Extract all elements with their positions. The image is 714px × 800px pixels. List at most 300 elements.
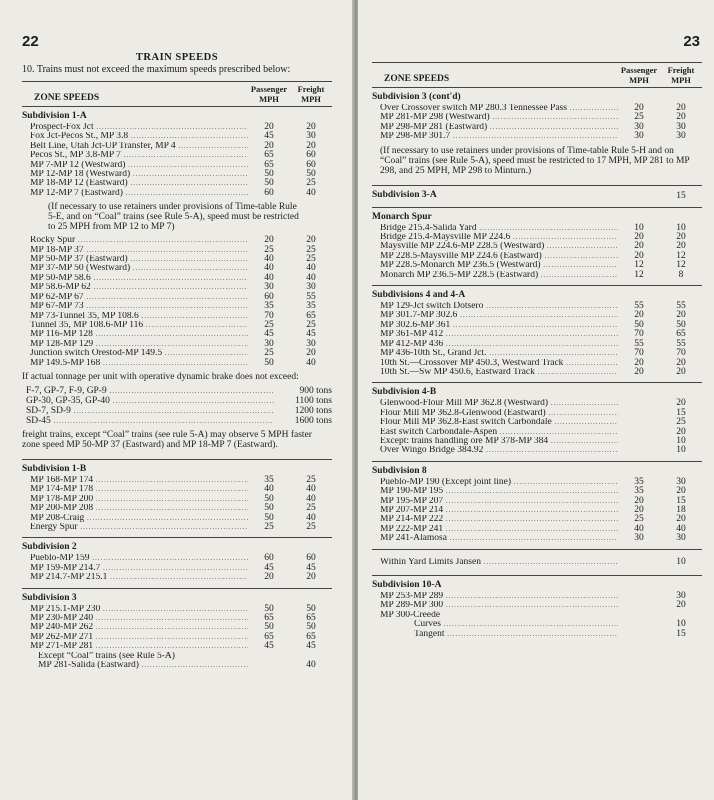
freight-speed: 65 <box>676 329 686 340</box>
rows-1a-b <box>22 236 332 368</box>
zone-label: Curves ..... <box>372 620 618 629</box>
passenger-speed: 20 <box>634 232 644 243</box>
speed-row <box>372 252 702 261</box>
retainer-note: (If necessary to use retainers under provisions of Time-table Rule 5-E, and on “Coal” trains (see Rule 5-A), speed must be restricted to 25 MPH from MP 12 to MP 7) <box>48 202 299 233</box>
speed-row <box>22 573 332 582</box>
freight-speed: 40 <box>306 493 316 504</box>
freight-speed: 65 <box>306 310 316 321</box>
speed-row <box>372 478 702 487</box>
rows-1b <box>22 476 332 532</box>
section-sub-1b <box>22 460 332 538</box>
freight-speed: 45 <box>306 329 316 340</box>
content-right <box>372 62 702 644</box>
passenger-speed: 35 <box>634 476 644 487</box>
speed-row <box>22 274 332 283</box>
speed-row <box>372 515 702 524</box>
speed-row <box>22 312 332 321</box>
zone-label: MP 300-Creede <box>380 610 441 620</box>
freight-speed: 20 <box>676 241 686 252</box>
speed-row <box>372 233 702 242</box>
passenger-speed: 70 <box>634 348 644 359</box>
freight-speed: 50 <box>306 622 316 633</box>
zone-label: MP 289-MP 300 ..... <box>372 601 618 610</box>
speed-row <box>22 151 332 160</box>
zone-label: Prospect-Fox Jct ..... <box>22 123 248 132</box>
tonnage-row <box>22 416 332 426</box>
freight-speed: 20 <box>676 310 686 321</box>
section-title: Subdivision 1-B <box>22 463 87 474</box>
freight-speed: 20 <box>306 140 316 151</box>
zone-label: MP 168-MP 174 ..... <box>22 476 248 485</box>
freight-speed: 25 <box>306 254 316 265</box>
freight-speed: 30 <box>676 476 686 487</box>
speed-row <box>22 523 332 532</box>
freight-speed: 55 <box>676 301 686 312</box>
section-title: Subdivision 8 <box>372 465 427 476</box>
zone-label: 10th St.—Sw MP 450.6, Eastward Track ..... <box>372 368 618 377</box>
freight-speed: 40 <box>676 523 686 534</box>
section-sub-2 <box>22 538 332 588</box>
zone-label: MP 301.7-MP 302.6 ..... <box>372 311 618 320</box>
passenger-speed: 65 <box>264 159 274 170</box>
zone-label: Maysville MP 224.6-MP 228.5 (Westward) ..... <box>372 242 618 251</box>
freight-speed: 20 <box>676 426 686 437</box>
zone-label: MP 298-MP 301.7 ..... <box>372 132 618 141</box>
zone-label: MP 298-MP 281 (Eastward) ..... <box>372 123 618 132</box>
zone-label: MP 222-MP 241 ..... <box>372 525 618 534</box>
speed-row <box>372 349 702 358</box>
speed-row <box>372 446 702 455</box>
freight-speed: 60 <box>306 150 316 161</box>
passenger-speed: 20 <box>264 140 274 151</box>
zone-label: MP 50-MP 58.6 ..... <box>22 274 248 283</box>
zone-label: MP 12-MP 18 (Westward) ..... <box>22 170 248 179</box>
zone-label: MP 128-MP 129 ..... <box>22 340 248 349</box>
speed-row <box>22 179 332 188</box>
tonnage-value: 1600 tons <box>294 415 332 426</box>
zone-label: Pecos St., MP 3.8-MP 7 ..... <box>22 151 248 160</box>
page-number-right: 23 <box>683 33 700 50</box>
tonnage-intro: If actual tonnage per unit with operative dynamic brake does not exceed: <box>22 371 299 382</box>
tonnage-value: 1100 tons <box>295 395 332 406</box>
section-jansen <box>372 550 702 576</box>
speed-row <box>22 495 332 504</box>
passenger-speed: 25 <box>264 244 274 255</box>
zone-label: MP 195-MP 207 ..... <box>372 497 618 506</box>
section-title: Subdivision 4-B <box>372 387 437 398</box>
freight-speed: 65 <box>306 631 316 642</box>
speed-row <box>22 142 332 151</box>
section-title: Subdivision 10-A <box>372 580 442 590</box>
speed-row <box>372 525 702 534</box>
freight-speed: 30 <box>676 591 686 601</box>
freight-speed: 65 <box>306 613 316 623</box>
speed-row <box>372 123 702 132</box>
passenger-speed: 50 <box>264 169 274 180</box>
zone-label: MP 116-MP 128 ..... <box>22 330 248 339</box>
freight-speed: 18 <box>676 504 686 515</box>
zone-label: Belt Line, Utah Jct-UP Transfer, MP 4 ..... <box>22 142 248 151</box>
zone-label: East switch Carbondale-Aspen ..... <box>372 428 618 437</box>
passenger-speed: 50 <box>264 493 274 504</box>
freight-speed: 20 <box>676 357 686 368</box>
passenger-speed: 30 <box>634 131 644 142</box>
locomotive-types: SD-45 ..... <box>26 416 274 426</box>
freight-speed: 40 <box>306 263 316 274</box>
section-sub-3a <box>372 186 702 208</box>
zone-label: MP 271-MP 281 ..... <box>22 642 248 651</box>
speed-row <box>372 497 702 506</box>
passenger-speed: 40 <box>264 263 274 274</box>
speed-row <box>372 340 702 349</box>
freight-speed: 25 <box>306 319 316 330</box>
section-sub-3-cont <box>372 88 702 186</box>
section-sub-10a <box>372 576 702 644</box>
speed-row <box>372 132 702 141</box>
zone-label: MP 281-MP 298 (Westward) ..... <box>372 113 618 122</box>
speed-row <box>22 554 332 563</box>
zone-label: MP 12-MP 7 (Eastward) ..... <box>22 189 248 198</box>
speed-row <box>22 321 332 330</box>
speed-row <box>22 349 332 358</box>
section-sub-4 <box>372 286 702 383</box>
freight-speed: 20 <box>306 348 316 359</box>
zone-label: Monarch MP 236.5-MP 228.5 (Eastward) ..... <box>372 271 618 280</box>
tonnage-value: 900 tons <box>299 385 332 396</box>
freight-speed: 20 <box>676 366 686 377</box>
freight-speed: 25 <box>306 244 316 255</box>
section-sub-4b <box>372 383 702 461</box>
speed-row <box>372 359 702 368</box>
zone-label: MP 159-MP 214.7 ..... <box>22 564 248 573</box>
zone-label: MP 190-MP 195 ..... <box>372 487 618 496</box>
zone-label: MP 149.5-MP 168 ..... <box>22 359 248 368</box>
speed-row <box>22 293 332 302</box>
passenger-speed: 30 <box>264 338 274 349</box>
passenger-speed: 20 <box>264 122 274 132</box>
freight-speed: 20 <box>676 398 686 409</box>
passenger-speed: 50 <box>264 622 274 633</box>
zone-label: MP 129-Jct switch Dotsero ..... <box>372 302 618 311</box>
zone-label: MP 302.6-MP 361 ..... <box>372 321 618 330</box>
speed-row <box>372 418 702 427</box>
speed-row <box>372 558 702 567</box>
zone-label: Over Crossover switch MP 280.3 Tennessee Pass ..... <box>372 104 618 113</box>
zone-label: MP 253-MP 289 ..... <box>372 592 618 601</box>
passenger-speed: 20 <box>634 250 644 261</box>
freight-speed: 10 <box>676 222 686 233</box>
zone-label: Junction switch Orestod-MP 149.5 ..... <box>22 349 248 358</box>
speed-row <box>22 652 332 661</box>
zone-label: Pueblo-MP 159 ..... <box>22 554 248 563</box>
passenger-speed: 20 <box>264 572 274 583</box>
passenger-speed: 25 <box>634 514 644 525</box>
rows-3 <box>22 605 332 652</box>
passenger-speed: 45 <box>264 562 274 573</box>
header-zone: ZONE SPEEDS <box>384 73 450 84</box>
passenger-speed: 45 <box>264 641 274 652</box>
header-zone: ZONE SPEEDS <box>34 92 100 103</box>
passenger-speed: 25 <box>264 348 274 359</box>
speed-row <box>22 661 332 670</box>
zone-label: MP 361-MP 412 ..... <box>372 330 618 339</box>
zone-label: MP 7-MP 12 (Westward) ..... <box>22 161 248 170</box>
zone-label: Glenwood-Flour Mill MP 362.8 (Westward) ..... <box>372 399 618 408</box>
freight-speed: 10 <box>676 556 686 567</box>
zone-label: Tangent ..... <box>372 630 618 639</box>
section-title: Subdivisions 4 and 4-A <box>372 290 466 301</box>
passenger-speed: 35 <box>634 486 644 497</box>
zone-label: Rocky Spur ..... <box>22 236 248 245</box>
freight-speed: 15 <box>676 495 686 506</box>
freight-speed: 20 <box>676 486 686 497</box>
zone-label: Fox Jct-Pecos St., MP 3.8 ..... <box>22 132 248 141</box>
speed-row <box>372 104 702 113</box>
section-monarch-spur <box>372 208 702 286</box>
freight-speed: 55 <box>306 291 316 302</box>
speed-row <box>372 534 702 543</box>
passenger-speed: 60 <box>264 291 274 302</box>
zone-label: MP 178-MP 200 ..... <box>22 495 248 504</box>
passenger-speed: 65 <box>264 631 274 642</box>
zone-label: MP 58.6-MP 62 ..... <box>22 283 248 292</box>
passenger-speed: 35 <box>264 301 274 312</box>
speed-row <box>372 428 702 437</box>
freight-speed: 40 <box>306 512 316 523</box>
speed-row <box>372 437 702 446</box>
passenger-speed: 20 <box>634 103 644 113</box>
zone-label: MP 174-MP 178 ..... <box>22 485 248 494</box>
freight-speed: 15 <box>676 407 686 418</box>
zone-label: Within Yard Limits Jansen ..... <box>372 558 618 567</box>
freight-speed: 60 <box>306 159 316 170</box>
zone-label: Flour Mill MP 362.8-East switch Carbondale ..... <box>372 418 618 427</box>
zone-label: Pueblo-MP 190 (Except joint line) ..... <box>372 478 618 487</box>
freight-speed: 30 <box>676 533 686 544</box>
zone-label: MP 436-10th St., Grand Jct. ..... <box>372 349 618 358</box>
zone-label: MP 200-MP 208 ..... <box>22 504 248 513</box>
passenger-speed: 50 <box>264 603 274 614</box>
zone-label: MP 281-Salida (Eastward) ..... <box>22 661 248 670</box>
speed-row <box>22 476 332 485</box>
freight-note: freight trains, except “Coal” trains (see rule 5-A) may observe 5 MPH faster zone speed MP 50-MP 37 (Eastward) and MP 18-MP 7 (Eastward). <box>22 429 312 450</box>
passenger-speed: 50 <box>264 357 274 368</box>
speed-row <box>22 123 332 132</box>
rows-creede <box>372 620 702 639</box>
speed-row <box>372 242 702 251</box>
zone-label: Energy Spur ..... <box>22 523 248 532</box>
section-title: Subdivision 3-A <box>372 189 437 200</box>
freight-speed: 12 <box>676 250 686 261</box>
speed-row <box>372 113 702 122</box>
speed-row <box>22 170 332 179</box>
zone-label: Bridge 215.4-Salida Yard ..... <box>372 224 618 233</box>
freight-speed: 20 <box>676 232 686 243</box>
speed-row <box>22 340 332 349</box>
passenger-speed: 20 <box>634 310 644 321</box>
section-title: Monarch Spur <box>372 211 432 222</box>
passenger-speed: 40 <box>264 484 274 495</box>
speed-row <box>22 614 332 623</box>
passenger-speed: 20 <box>634 241 644 252</box>
passenger-speed: 20 <box>264 235 274 246</box>
zone-label: MP 62-MP 67 ..... <box>22 293 248 302</box>
except-text: Except “Coal” trains (see Rule 5-A) <box>38 651 175 661</box>
section-title: Subdivision 3 <box>22 592 77 603</box>
speed-row <box>22 623 332 632</box>
freight-speed: 30 <box>676 121 686 132</box>
passenger-speed: 12 <box>634 260 644 271</box>
passenger-speed: 70 <box>634 329 644 340</box>
freight-speed: 50 <box>306 169 316 180</box>
tonnage-list <box>22 386 332 426</box>
rows-3c <box>372 104 702 142</box>
speed-row <box>372 611 702 620</box>
freight-speed: 25 <box>306 474 316 485</box>
zone-label: MP 241-Alamosa ..... <box>372 534 618 543</box>
freight-speed: 20 <box>306 122 316 132</box>
section-title: Subdivision 3 (cont'd) <box>372 92 461 102</box>
zone-label: MP 228.5-Maysville MP 224.6 (Eastward) ..... <box>372 252 618 261</box>
speed-row <box>22 330 332 339</box>
speed-row <box>22 605 332 614</box>
zone-label: Except: trains handling ore MP 378-MP 384 ..... <box>372 437 618 446</box>
rows-2 <box>22 554 332 582</box>
speed-row <box>372 487 702 496</box>
locomotive-types: F-7, GP-7, F-9, GP-9 ..... <box>26 386 274 396</box>
speed-row <box>372 399 702 408</box>
speed-row <box>372 592 702 601</box>
speed-row <box>372 601 702 610</box>
passenger-speed: 12 <box>634 269 644 280</box>
freight-speed: 40 <box>306 187 316 198</box>
freight-speed: 12 <box>676 260 686 271</box>
passenger-speed: 10 <box>634 222 644 233</box>
freight-speed: 45 <box>306 562 316 573</box>
speed-row <box>22 564 332 573</box>
speed-row <box>372 261 702 270</box>
freight-speed: 60 <box>306 553 316 564</box>
speed-row <box>22 514 332 523</box>
freight-speed: 25 <box>306 521 316 532</box>
locomotive-types: SD-7, SD-9 ..... <box>26 406 274 416</box>
zone-label: MP 215.1-MP 230 ..... <box>22 605 248 614</box>
header-passenger: Passenger MPH <box>620 65 658 85</box>
page-left <box>0 0 354 800</box>
passenger-speed: 35 <box>264 474 274 485</box>
speed-row <box>22 283 332 292</box>
section-sub-8 <box>372 462 702 550</box>
section-title: Subdivision 2 <box>22 542 77 553</box>
section-sub-1a <box>22 107 332 460</box>
speed-row <box>372 321 702 330</box>
rows-8 <box>372 478 702 544</box>
passenger-speed: 50 <box>264 503 274 514</box>
rows-monarch <box>372 224 702 280</box>
freight-speed: 45 <box>306 641 316 652</box>
freight-speed: 10 <box>676 619 686 630</box>
retainer-note: (If necessary to use retainers under provisions of Time-table Rule 5-H and on “Coal” trains (see Rule 5-A), speed must be restricted to 17 MPH, MP 281 to MP 298, and 25 MPH, MP 298 to Minturn.) <box>380 145 690 176</box>
freight-speed: 55 <box>676 338 686 349</box>
tonnage-row <box>22 406 332 416</box>
zone-label: MP 37-MP 50 (Westward) ..... <box>22 264 248 273</box>
tonnage-value: 1200 tons <box>294 405 332 416</box>
rows-4b <box>372 399 702 455</box>
passenger-speed: 45 <box>264 131 274 142</box>
zone-label: Bridge 215.4-Maysville MP 224.6 ..... <box>372 233 618 242</box>
speed-row <box>22 161 332 170</box>
freight-speed: 70 <box>676 348 686 359</box>
zone-label: 10th St.—Crossover MP 450.3, Westward Track ..... <box>372 359 618 368</box>
speed-row <box>372 506 702 515</box>
zone-label: Flour Mill MP 362.8-Glenwood (Eastward) ..... <box>372 409 618 418</box>
passenger-speed: 30 <box>634 121 644 132</box>
speed-row <box>22 236 332 245</box>
locomotive-types: GP-30, GP-35, GP-40 ..... <box>26 396 274 406</box>
freight-speed: 15 <box>676 191 686 202</box>
freight-speed: 30 <box>676 131 686 142</box>
passenger-speed: 40 <box>264 254 274 265</box>
speed-row <box>22 504 332 513</box>
speed-row <box>22 246 332 255</box>
passenger-speed: 30 <box>264 282 274 293</box>
rows-10a <box>372 592 702 611</box>
freight-speed: 30 <box>306 338 316 349</box>
zone-label: MP 230-MP 240 ..... <box>22 614 248 623</box>
table-header-left <box>22 81 332 107</box>
zone-label: Over Wingo Bridge 384.92 ..... <box>372 446 618 455</box>
freight-speed: 20 <box>676 103 686 113</box>
zone-label: MP 214-MP 222 ..... <box>372 515 618 524</box>
speed-row <box>372 189 702 202</box>
speed-row <box>22 302 332 311</box>
page-right <box>358 0 714 800</box>
speed-row <box>372 630 702 639</box>
rows-4 <box>372 302 702 377</box>
passenger-speed: 20 <box>634 357 644 368</box>
speed-row <box>372 271 702 280</box>
freight-speed: 40 <box>306 272 316 283</box>
header-freight: Freight MPH <box>667 65 695 85</box>
content-left <box>22 52 332 675</box>
speed-row <box>372 330 702 339</box>
section-sub-3 <box>22 589 332 676</box>
passenger-speed: 20 <box>634 504 644 515</box>
rule-intro: 10. Trains must not exceed the maximum speeds prescribed below: <box>22 64 291 75</box>
freight-speed: 30 <box>306 131 316 142</box>
freight-speed: 20 <box>676 514 686 525</box>
passenger-speed: 30 <box>634 533 644 544</box>
zone-label: Tunnel 35, MP 108.6-MP 116 ..... <box>22 321 248 330</box>
passenger-speed: 25 <box>264 521 274 532</box>
page-title: TRAIN SPEEDS <box>135 52 219 63</box>
passenger-speed: 40 <box>634 523 644 534</box>
speed-row <box>22 255 332 264</box>
table-header-right <box>372 62 702 88</box>
rows-1a-a <box>22 123 332 198</box>
passenger-speed: 40 <box>264 272 274 283</box>
zone-label: MP 73-Tunnel 35, MP 108.6 ..... <box>22 312 248 321</box>
freight-speed: 10 <box>676 445 686 456</box>
zone-label: MP 67-MP 73 ..... <box>22 302 248 311</box>
zone-label: MP 207-MP 214 ..... <box>372 506 618 515</box>
speed-row <box>22 132 332 141</box>
passenger-speed: 25 <box>264 319 274 330</box>
passenger-speed: 20 <box>634 366 644 377</box>
zone-label: MP 18-MP 12 (Eastward) ..... <box>22 179 248 188</box>
speed-row <box>22 642 332 651</box>
zone-label: MP 50-MP 37 (Eastward) ..... <box>22 255 248 264</box>
